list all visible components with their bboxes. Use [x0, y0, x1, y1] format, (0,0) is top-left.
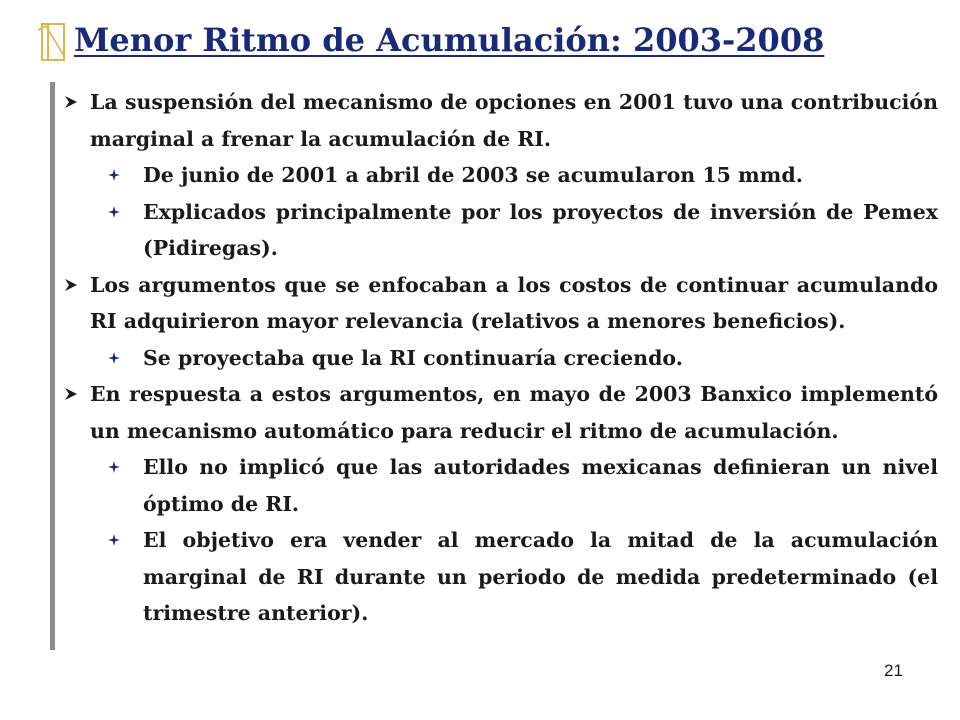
diamond-bullet-icon: [108, 340, 120, 377]
diamond-bullet-icon: [108, 194, 120, 231]
sub-bullet-text: De junio de 2001 a abril de 2003 se acumularon 15 mmd.: [143, 163, 803, 187]
bullet-item: [60, 376, 938, 449]
arrow-bullet-icon: [64, 84, 78, 121]
sub-bullet-text: Ello no implicó que las autoridades mexicanas definieran un nivel óptimo de RI.: [143, 455, 938, 516]
slide-title: Menor Ritmo de Acumulación: 2003-2008: [74, 21, 825, 59]
bullet-list: [60, 84, 938, 632]
bullet-text: En respuesta a estos argumentos, en mayo de 2003 Banxico implementó un mecanismo automático para reducir el ritmo de acumulación.: [90, 382, 938, 443]
sub-bullet-item: [60, 340, 938, 377]
arrow-bullet-icon: [64, 376, 78, 413]
bullet-text: Los argumentos que se enfocaban a los costos de continuar acumulando RI adquirieron mayor relevancia (relativos a menores beneficios).: [90, 272, 938, 333]
diamond-bullet-icon: [108, 522, 120, 559]
sub-bullet-text: El objetivo era vender al mercado la mitad de la acumulación marginal de RI durante un periodo de medida predeterminado (el trimestre anterior).: [143, 528, 938, 625]
left-accent-rule: [50, 82, 55, 650]
bullet-item: [60, 267, 938, 340]
arrow-bullet-icon: [64, 267, 78, 304]
diamond-bullet-icon: [108, 449, 120, 486]
bullet-text: La suspensión del mecanismo de opciones en 2001 tuvo una contribución marginal a frenar la acumulación de RI.: [90, 90, 938, 151]
sub-bullet-item: [60, 157, 938, 194]
sub-bullet-item: [60, 449, 938, 522]
sub-bullet-text: Se proyectaba que la RI continuaría creciendo.: [143, 345, 683, 370]
page-number: 21: [884, 661, 903, 680]
slide-title-icon: [34, 18, 70, 62]
sub-bullet-item: [60, 194, 938, 267]
sub-bullet-text: Explicados principalmente por los proyectos de inversión de Pemex (Pidiregas).: [143, 199, 938, 260]
sub-bullet-item: [60, 522, 938, 632]
diamond-bullet-icon: [108, 157, 120, 194]
bullet-item: [60, 84, 938, 157]
title-row: [34, 18, 824, 62]
